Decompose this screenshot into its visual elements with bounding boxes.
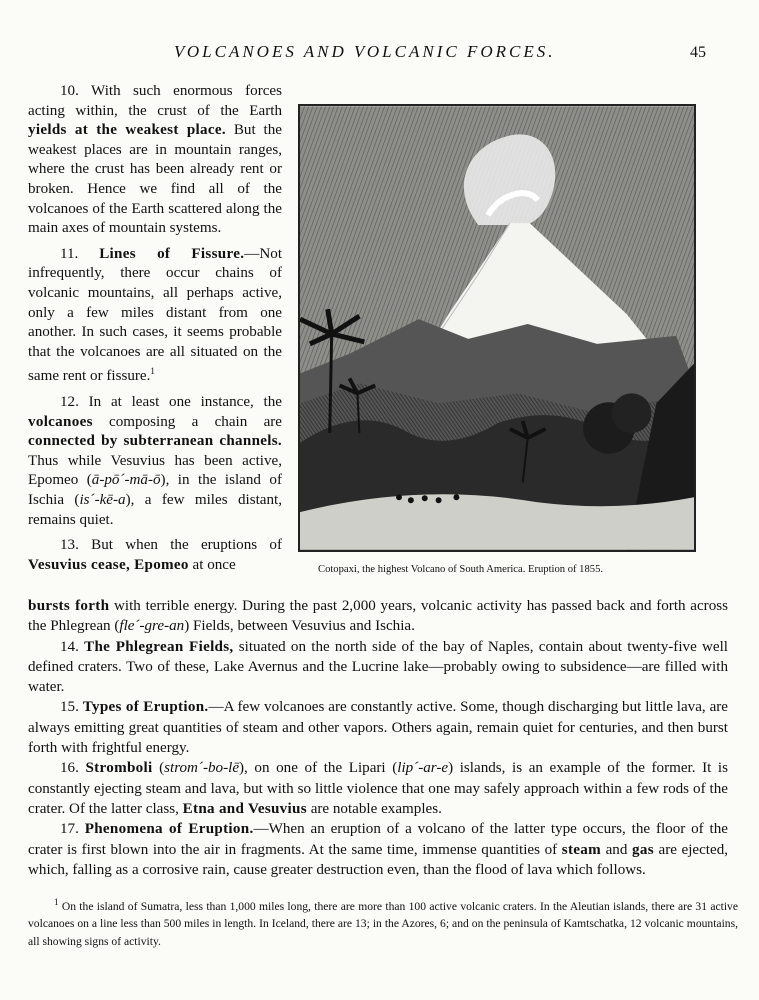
paragraph-number: 10.	[60, 83, 79, 99]
left-column	[28, 82, 282, 575]
chapter-title: VOLCANOES AND VOLCANIC FORCES.	[174, 42, 556, 61]
page-number: 45	[690, 44, 706, 61]
body-text: Thus while Vesuvius has been active, Epomeo (	[28, 452, 282, 489]
section-heading: Phenomena of Eruption.	[84, 821, 254, 838]
paragraph-number: 16.	[60, 760, 79, 777]
paragraph-12	[28, 393, 282, 530]
volcano-illustration	[298, 104, 696, 552]
full-width-text	[28, 596, 728, 880]
body-text: ) Fields, between Vesuvius and Ischia.	[184, 618, 415, 635]
paragraph-13-start	[28, 536, 282, 575]
figure-caption: Cotopaxi, the highest Volcano of South America. Eruption of 1855.	[318, 564, 604, 575]
running-head	[0, 42, 759, 64]
bold-term: yields at the weakest place.	[28, 122, 226, 139]
pronunciation: lip´-ar-e	[397, 760, 449, 777]
body-text: —A few volcanoes are constantly active. Some, though discharging but little lava, are always emitting great quantities of steam and other vapors. Others again, remain quiet for centuries, and then burst forth with frightful energy.	[28, 699, 728, 757]
paragraph-number: 17.	[60, 821, 79, 838]
bold-term: bursts forth	[28, 598, 110, 614]
paragraph-13-continued	[28, 596, 728, 637]
paragraph-15	[28, 697, 728, 758]
body-text: with terrible energy. During the past 2,000 years, volcanic activity has passed back and forth across the Phlegrean (	[28, 598, 728, 635]
body-text: But the weakest places are in mountain ranges, where the crust has been already rent or broken. Hence we find all of the volcanoes of the Earth scattered along the main axes of mountain systems.	[28, 122, 282, 237]
footnote-number: 1	[54, 897, 59, 907]
section-heading: Lines of Fissure.	[99, 245, 245, 262]
footnote-text: On the island of Sumatra, less than 1,000 miles long, there are more than 100 active volcanic craters. In the Aleutian islands, there are 31 active volcanoes on a line less than 500 miles in length. In Iceland, there are 13; in the Azores, 6; and on the peninsula of Kamtschatka, 12 volcanic mountains, all showing signs of activity.	[28, 899, 739, 949]
paragraph-number: 14.	[60, 638, 79, 655]
body-text: —When an eruption of a volcano of the latter type occurs, the floor of the crater is first blown into the air in fragments. At the same time, immense quantities of	[28, 821, 728, 858]
bold-term: steam	[561, 841, 601, 858]
bold-term: Etna and Vesuvius	[182, 800, 307, 817]
bold-term: gas	[632, 841, 654, 858]
body-text: —Not infrequently, there occur chains of volcanic mountains, all perhaps active, only a few miles distant from one another. In such cases, it seems probable that the volcanoes are all situated on the same rent or fissure.	[28, 245, 283, 385]
paragraph-number: 11.	[60, 245, 79, 262]
bold-term: Stromboli	[85, 760, 153, 777]
paragraph-16	[28, 758, 728, 819]
body-text: ) islands, is an example of the former. It is constantly ejecting steam and lava, but with so little violence that one may safely approach within a few rods of the crater. Of the latter class,	[28, 760, 729, 817]
pronunciation: strom´-bo-lē	[164, 760, 240, 777]
body-text: composing a chain are	[109, 413, 282, 430]
paragraph-number: 12.	[60, 393, 79, 410]
footnote-ref: 1	[150, 366, 155, 377]
bold-term: volcanoes	[28, 413, 93, 430]
bold-term: connected by subterranean channels.	[28, 433, 282, 450]
footnote-1	[28, 894, 738, 951]
body-text: are notable examples.	[310, 800, 442, 817]
body-text: ), a few miles distant, remains quiet.	[28, 491, 282, 528]
pronunciation: is´-kē-a	[79, 491, 126, 508]
footnote	[28, 894, 738, 951]
pronunciation: ā-pō´-mā-ō	[91, 472, 161, 489]
body-text: at once	[192, 556, 236, 573]
bold-term: Vesuvius cease, Epomeo	[28, 556, 189, 573]
body-text: ), on one of the Lipari (	[239, 760, 398, 777]
body-text: ), in the island of Ischia (	[28, 472, 282, 508]
pronunciation: fle´-gre-an	[119, 618, 185, 635]
body-text: With such enormous forces acting within, the crust of the Earth	[28, 83, 282, 119]
paragraph-17	[28, 819, 728, 880]
section-heading: Types of Eruption.	[82, 699, 209, 716]
body-text: But when the eruptions of	[91, 537, 282, 554]
paragraph-number: 13.	[60, 537, 79, 554]
cotopaxi-engraving	[298, 104, 696, 552]
paragraph-14	[28, 637, 728, 698]
body-text: are ejected, which, falling as a corrosive rain, cause greater destruction even, than the flood of lava which follows.	[28, 841, 729, 878]
paragraph-number: 15.	[60, 699, 79, 716]
body-text: In at least one instance, the	[88, 393, 283, 410]
body-text: situated on the north side of the bay of Naples, contain about twenty-five well defined craters. Two of these, Lake Avernus and the Lucrine lake—probably owing to subsidence—are filled with water.	[28, 638, 728, 696]
body-text: and	[605, 841, 628, 858]
paragraph-11	[28, 245, 282, 387]
paragraph-10	[28, 82, 282, 239]
section-heading: The Phlegrean Fields,	[84, 638, 234, 655]
body-text: (	[159, 760, 165, 777]
